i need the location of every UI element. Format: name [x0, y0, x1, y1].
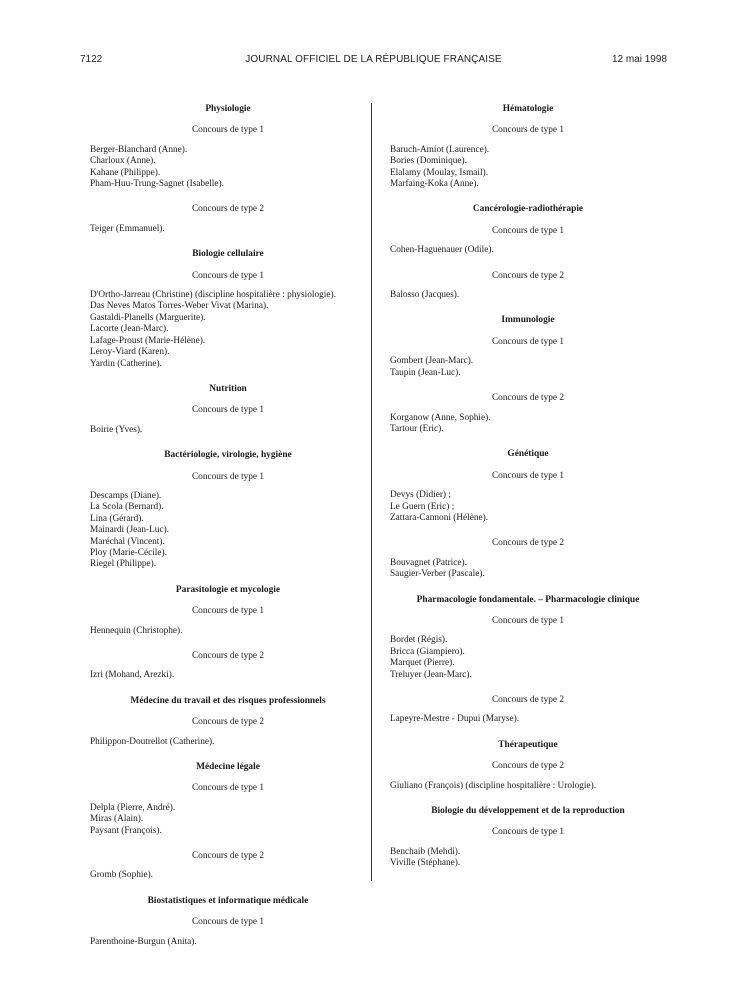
- candidate-name: Paysant (François).: [90, 825, 162, 836]
- candidate-name: Giuliano (François) (discipline hospitalière : Urologie).: [390, 780, 597, 791]
- candidate-name: Lapeyre-Mestre - Dupui (Maryse).: [390, 714, 520, 725]
- candidate-name: Ploy (Marie-Cécile).: [90, 547, 167, 558]
- candidate-name: Pham-Huu-Trung-Sagnet (Isabelle).: [90, 179, 224, 190]
- candidate-name: Benchaib (Mehdi).: [390, 846, 461, 857]
- candidate-name: Korganow (Anne, Sophie).: [390, 412, 491, 423]
- discipline-title: Biologie du développement et de la reproduction: [431, 806, 625, 817]
- page-header: [80, 54, 667, 70]
- discipline-section: [90, 450, 366, 571]
- candidate-name: Gastaldi-Planells (Marguerite).: [90, 312, 206, 323]
- concours-type-label: Concours de type 1: [491, 225, 565, 236]
- discipline-title: Thérapeutique: [498, 739, 558, 750]
- concours-type-label: Concours de type 1: [191, 405, 265, 416]
- candidate-name: Lina (Gérard).: [90, 513, 144, 524]
- candidate-name: Teiger (Emmanuel).: [90, 223, 165, 234]
- discipline-title: Cancérologie-radiothérapie: [472, 204, 584, 215]
- concours-type-label: Concours de type 2: [491, 393, 565, 404]
- concours-type-label: Concours de type 2: [491, 695, 565, 705]
- candidate-name: Baruch-Amiot (Laurence).: [390, 144, 490, 155]
- concours-type-label: Concours de type 1: [491, 827, 565, 838]
- candidate-list: [390, 413, 666, 436]
- discipline-title: Génétique: [507, 449, 549, 460]
- candidate-name: Taupin (Jean-Luc).: [390, 367, 461, 378]
- discipline-title: Parasitologie et mycologie: [175, 584, 281, 595]
- discipline-title: Biostatistiques et informatique médicale: [147, 895, 309, 906]
- discipline-title: Médecine du travail et des risques professionnels: [130, 695, 326, 706]
- discipline-section: [390, 806, 666, 870]
- candidate-list: [90, 491, 366, 571]
- concours-type-label: Concours de type 1: [191, 125, 265, 136]
- discipline-title: Hématologie: [502, 104, 554, 114]
- candidate-list: [90, 870, 366, 881]
- discipline-title: Pharmacologie fondamentale. – Pharmacologie clinique: [416, 594, 640, 605]
- candidate-name: Bories (Dominique).: [390, 156, 467, 167]
- concours-type-label: Concours de type 1: [191, 917, 265, 928]
- candidate-name: Riegel (Philippe).: [90, 559, 157, 570]
- concours-type-label: Concours de type 2: [191, 651, 265, 661]
- candidate-name: Marquet (Pierre).: [390, 658, 455, 669]
- candidate-name: Mainardi (Jean-Luc).: [90, 525, 169, 536]
- candidate-list: [390, 635, 666, 681]
- candidate-list: [390, 490, 666, 524]
- discipline-section: [90, 696, 366, 748]
- discipline-section: [90, 585, 366, 682]
- discipline-title: Bactériologie, virologie, hygiène: [164, 450, 292, 461]
- right-column: [390, 104, 666, 884]
- concours-type-label: Concours de type 1: [491, 336, 565, 347]
- candidate-name: Yardin (Catherine).: [90, 358, 162, 369]
- discipline-section: [390, 315, 666, 435]
- candidate-name: Miras (Alain).: [90, 814, 144, 825]
- candidate-list: [390, 847, 666, 870]
- candidate-list: [90, 803, 366, 837]
- concours-type-label: Concours de type 2: [491, 761, 565, 772]
- concours-type-label: Concours de type 1: [191, 606, 265, 617]
- candidate-list: [90, 626, 366, 637]
- concours-type-label: Concours de type 2: [491, 538, 565, 549]
- candidate-list: [390, 714, 666, 725]
- candidate-name: Bouvagnet (Patrice).: [390, 557, 467, 568]
- discipline-section: [90, 896, 366, 948]
- concours-type-label: Concours de type 2: [191, 204, 265, 215]
- discipline-section: [390, 204, 666, 301]
- discipline-section: [390, 449, 666, 580]
- discipline-section: [390, 595, 666, 726]
- discipline-section: [390, 740, 666, 792]
- candidate-name: Zattara-Cannoni (Hélène).: [390, 512, 489, 523]
- candidate-name: Delpla (Pierre, André).: [90, 802, 176, 813]
- candidate-name: Boirie (Yves).: [90, 424, 143, 435]
- candidate-name: Kahane (Philippe).: [90, 167, 161, 178]
- candidate-name: Charloux (Anne).: [90, 156, 156, 167]
- candidate-name: Parenthoine-Burgun (Anita).: [90, 936, 197, 947]
- candidate-list: [390, 356, 666, 379]
- candidate-name: Maréchal (Vincent).: [90, 536, 165, 547]
- candidate-name: Philippon-Doutrellot (Catherine).: [90, 736, 215, 747]
- candidate-name: Elalamy (Moulay, Ismail).: [390, 167, 489, 178]
- candidate-name: Gromb (Sophie).: [90, 870, 154, 881]
- candidate-name: Berger-Blanchard (Anne).: [90, 144, 188, 155]
- candidate-list: [390, 245, 666, 256]
- candidate-name: Le Guern (Eric) ;: [390, 501, 455, 512]
- candidate-name: La Scola (Bernard).: [90, 502, 164, 513]
- candidate-list: [90, 737, 366, 748]
- discipline-section: [90, 249, 366, 370]
- candidate-name: Marfaing-Koka (Anne).: [390, 179, 479, 190]
- candidate-name: Leroy-Viard (Karen).: [90, 347, 170, 358]
- candidate-list: [390, 558, 666, 581]
- candidate-list: [90, 670, 366, 681]
- candidate-name: Lacorte (Jean-Marc).: [90, 324, 169, 335]
- discipline-section: [90, 384, 366, 436]
- candidate-name: Treluyer (Jean-Marc).: [390, 669, 472, 680]
- concours-type-label: Concours de type 2: [491, 270, 565, 281]
- journal-title: JOURNAL OFFICIEL DE LA RÉPUBLIQUE FRANÇAISE: [245, 54, 502, 65]
- concours-type-label: Concours de type 1: [191, 783, 265, 794]
- concours-type-label: Concours de type 1: [491, 125, 565, 136]
- concours-type-label: Concours de type 2: [191, 851, 265, 862]
- candidate-name: D'Ortho-Jarreau (Christine) (discipline hospitalière : physiologie).: [90, 290, 336, 301]
- column-divider: [371, 103, 372, 881]
- concours-type-label: Concours de type 2: [191, 717, 265, 728]
- candidate-list: [390, 145, 666, 191]
- candidate-name: Bordet (Régis).: [390, 635, 448, 646]
- candidate-list: [90, 145, 366, 191]
- candidate-name: Cohen-Haguenauer (Odile).: [390, 245, 494, 256]
- discipline-section: [90, 104, 366, 235]
- candidate-name: Devys (Didier) ;: [390, 490, 451, 501]
- candidate-name: Lafage-Proust (Marie-Hélène).: [90, 335, 206, 346]
- candidate-name: Balosso (Jacques).: [390, 290, 460, 301]
- candidate-name: Saugier-Verber (Pascale).: [390, 569, 485, 580]
- left-column: [90, 104, 366, 962]
- concours-type-label: Concours de type 1: [191, 270, 265, 281]
- candidate-name: Gombert (Jean-Marc).: [390, 356, 474, 367]
- publication-date: 12 mai 1998: [611, 54, 667, 65]
- page-number: 7122: [80, 54, 103, 65]
- candidate-list: [390, 290, 666, 301]
- candidate-name: Tartour (Eric).: [390, 423, 444, 434]
- concours-type-label: Concours de type 1: [491, 470, 565, 481]
- candidate-list: [90, 425, 366, 436]
- discipline-section: [90, 762, 366, 882]
- discipline-title: Biologie cellulaire: [192, 249, 264, 260]
- candidate-name: Bricca (Giampiero).: [390, 646, 465, 657]
- candidate-list: [90, 224, 366, 235]
- candidate-name: Viville (Stéphane).: [390, 858, 461, 869]
- candidate-name: Hennequin (Christophe).: [90, 625, 183, 636]
- candidate-name: Das Neves Matos Torres-Weber Vivat (Marina).: [90, 301, 269, 312]
- concours-type-label: Concours de type 1: [191, 471, 265, 482]
- candidate-list: [390, 781, 666, 792]
- discipline-title: Nutrition: [209, 383, 247, 394]
- discipline-section: [390, 104, 666, 190]
- discipline-title: Médecine légale: [196, 762, 260, 773]
- candidate-name: Descamps (Diane).: [90, 490, 162, 501]
- concours-type-label: Concours de type 1: [491, 615, 565, 626]
- candidate-list: [90, 937, 366, 948]
- candidate-list: [90, 290, 366, 370]
- discipline-title: Physiologie: [205, 104, 251, 114]
- candidate-name: Izri (Mohand, Arezki).: [90, 670, 175, 681]
- discipline-title: Immunologie: [501, 315, 555, 326]
